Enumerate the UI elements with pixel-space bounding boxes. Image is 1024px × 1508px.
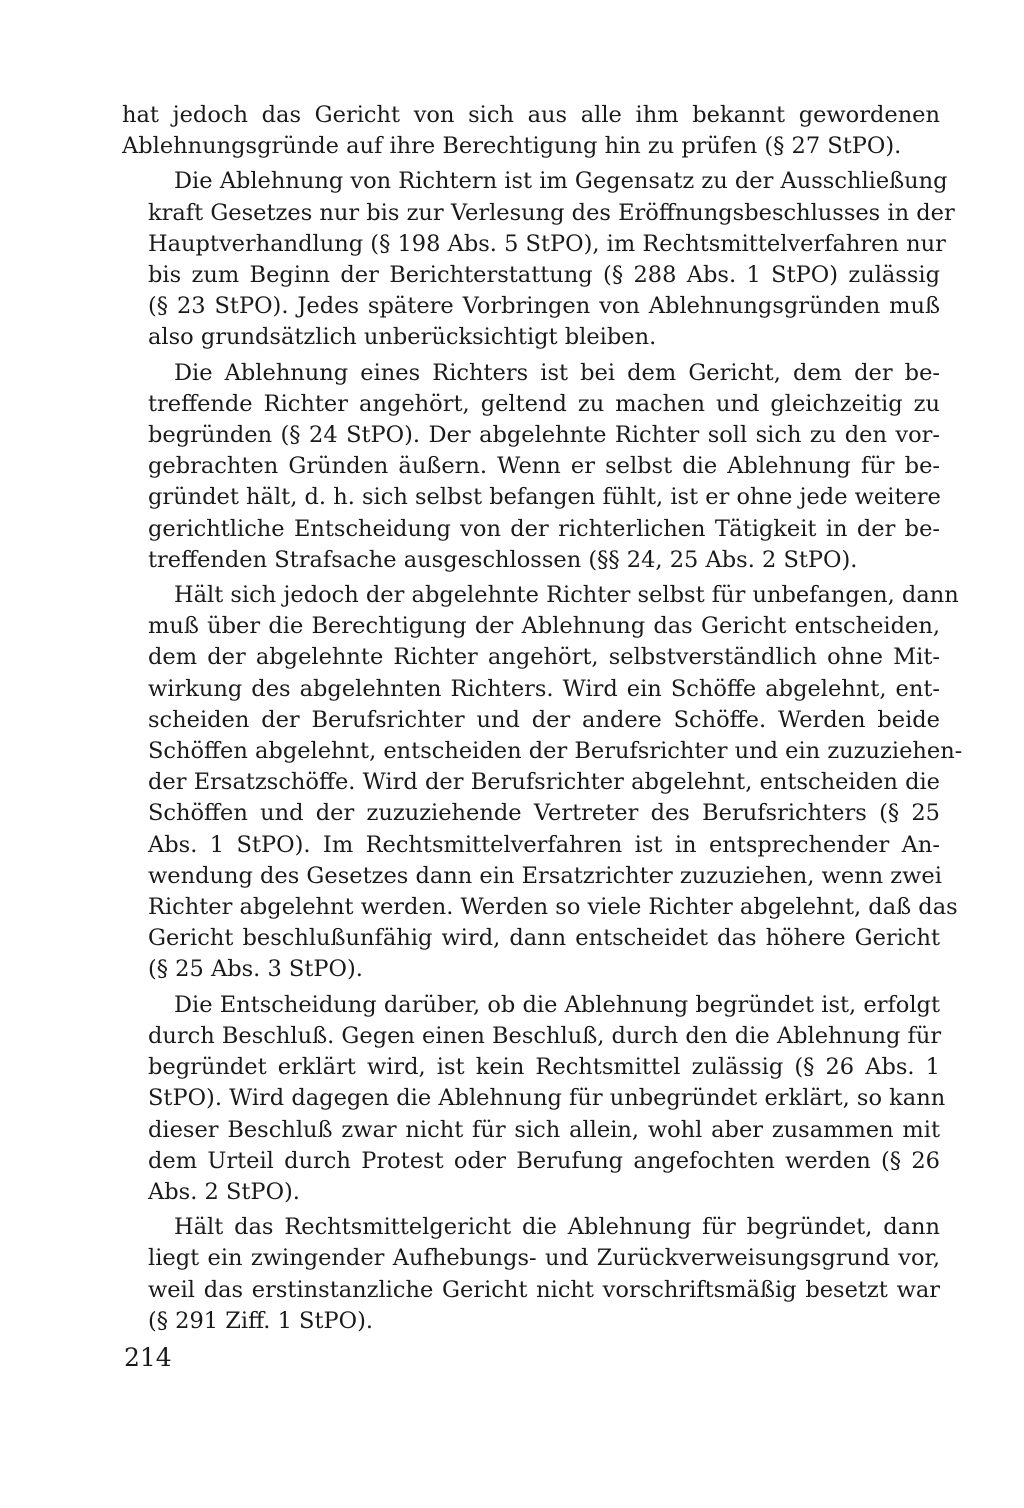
paragraph — [122, 580, 963, 986]
text-line: Gericht beschlußunfähig wird, dann entscheidet das höhere Gericht — [148, 925, 940, 952]
text-line: liegt ein zwingender Aufhebungs- und Zurückverweisungsgrund vor, — [148, 1245, 940, 1272]
text-line: Abs. 2 StPO). — [148, 1178, 300, 1205]
text-line: weil das erstinstanzliche Gericht nicht vorschriftsmäßig besetzt war — [148, 1276, 940, 1303]
text-line: Die Ablehnung eines Richters ist bei dem Gericht, dem der be- — [174, 359, 940, 386]
text-line: gerichtliche Entscheidung von der richterlichen Tätigkeit in der be- — [148, 515, 940, 542]
text-line: muß über die Berechtigung der Ablehnung das Gericht entscheiden, — [148, 613, 940, 640]
text-line: gründet hält, d. h. sich selbst befangen fühlt, ist er ohne jede weitere — [148, 484, 941, 511]
text-line: Ablehnungsgründe auf ihre Berechtigung hin zu prüfen (§ 27 StPO). — [122, 133, 902, 160]
text-line: Schöffen und der zuzuziehende Vertreter des Berufsrichters (§ 25 — [148, 800, 940, 827]
paragraph — [122, 990, 946, 1208]
text-line: begründen (§ 24 StPO). Der abgelehnte Richter soll sich zu den vor- — [148, 422, 940, 449]
text-line: der Ersatzschöffe. Wird der Berufsrichter abgelehnt, entscheiden die — [148, 769, 940, 796]
text-line: also grundsätzlich unberücksichtigt bleiben. — [148, 324, 657, 351]
text-line: Hauptverhandlung (§ 198 Abs. 5 StPO), im Rechtsmittelverfahren nur — [148, 230, 946, 257]
text-line: treffende Richter angehört, geltend zu machen und gleichzeitig zu — [148, 390, 940, 417]
paragraph — [122, 100, 940, 162]
text-line: (§ 23 StPO). Jedes spätere Vorbringen von Ablehnungsgründen muß — [148, 293, 940, 320]
text-line: Abs. 1 StPO). Im Rechtsmittelverfahren ist in entsprechender An- — [148, 831, 940, 858]
text-line: Schöffen abgelehnt, entscheiden der Berufsrichter und ein zuzuziehen- — [148, 738, 963, 765]
text-line: dem Urteil durch Protest oder Berufung angefochten werden (§ 26 — [148, 1147, 940, 1174]
text-line: Die Entscheidung darüber, ob die Ablehnung begründet ist, erfolgt — [174, 991, 940, 1018]
paragraph — [122, 358, 940, 576]
text-line: (§ 291 Ziff. 1 StPO). — [148, 1307, 374, 1334]
text-line: Richter abgelehnt werden. Werden so viele Richter abgelehnt, daß das — [148, 894, 958, 921]
text-line: hat jedoch das Gericht von sich aus alle ihm bekannt gewordenen — [122, 102, 940, 128]
text-line: scheiden der Berufsrichter und der andere Schöffe. Werden beide — [148, 706, 940, 733]
text-line: wirkung des abgelehnten Richters. Wird ein Schöffe abgelehnt, ent- — [148, 675, 940, 702]
text-line: gebrachten Gründen äußern. Wenn er selbst die Ablehnung für be- — [148, 453, 940, 480]
text-line: treffenden Strafsache ausgeschlossen (§§ 24, 25 Abs. 2 StPO). — [148, 546, 858, 573]
text-line: durch Beschluß. Gegen einen Beschluß, durch den die Ablehnung für — [148, 1022, 942, 1049]
text-line: bis zum Beginn der Berichterstattung (§ 288 Abs. 1 StPO) zulässig — [148, 262, 940, 289]
text-line: (§ 25 Abs. 3 StPO). — [148, 956, 363, 983]
text-line: dieser Beschluß zwar nicht für sich allein, wohl aber zusammen mit — [148, 1116, 940, 1143]
page-number: 214 — [124, 1343, 172, 1372]
body-text — [122, 100, 963, 1341]
text-line: Hält das Rechtsmittelgericht die Ablehnung für begründet, dann — [174, 1214, 940, 1241]
text-line: StPO). Wird dagegen die Ablehnung für unbegründet erklärt, so kann — [148, 1085, 946, 1112]
paragraph — [122, 166, 955, 353]
text-line: begründet erklärt wird, ist kein Rechtsmittel zulässig (§ 26 Abs. 1 — [148, 1054, 940, 1081]
text-line: kraft Gesetzes nur bis zur Verlesung des Eröffnungsbeschlusses in der — [148, 199, 955, 226]
text-line: Die Ablehnung von Richtern ist im Gegensatz zu der Ausschließung — [174, 168, 948, 195]
paragraph — [122, 1212, 940, 1337]
text-line: dem der abgelehnte Richter angehört, selbstverständlich ohne Mit- — [148, 644, 940, 671]
text-line: Hält sich jedoch der abgelehnte Richter selbst für unbefangen, dann — [174, 582, 959, 609]
text-line: wendung des Gesetzes dann ein Ersatzrichter zuzuziehen, wenn zwei — [148, 862, 942, 889]
